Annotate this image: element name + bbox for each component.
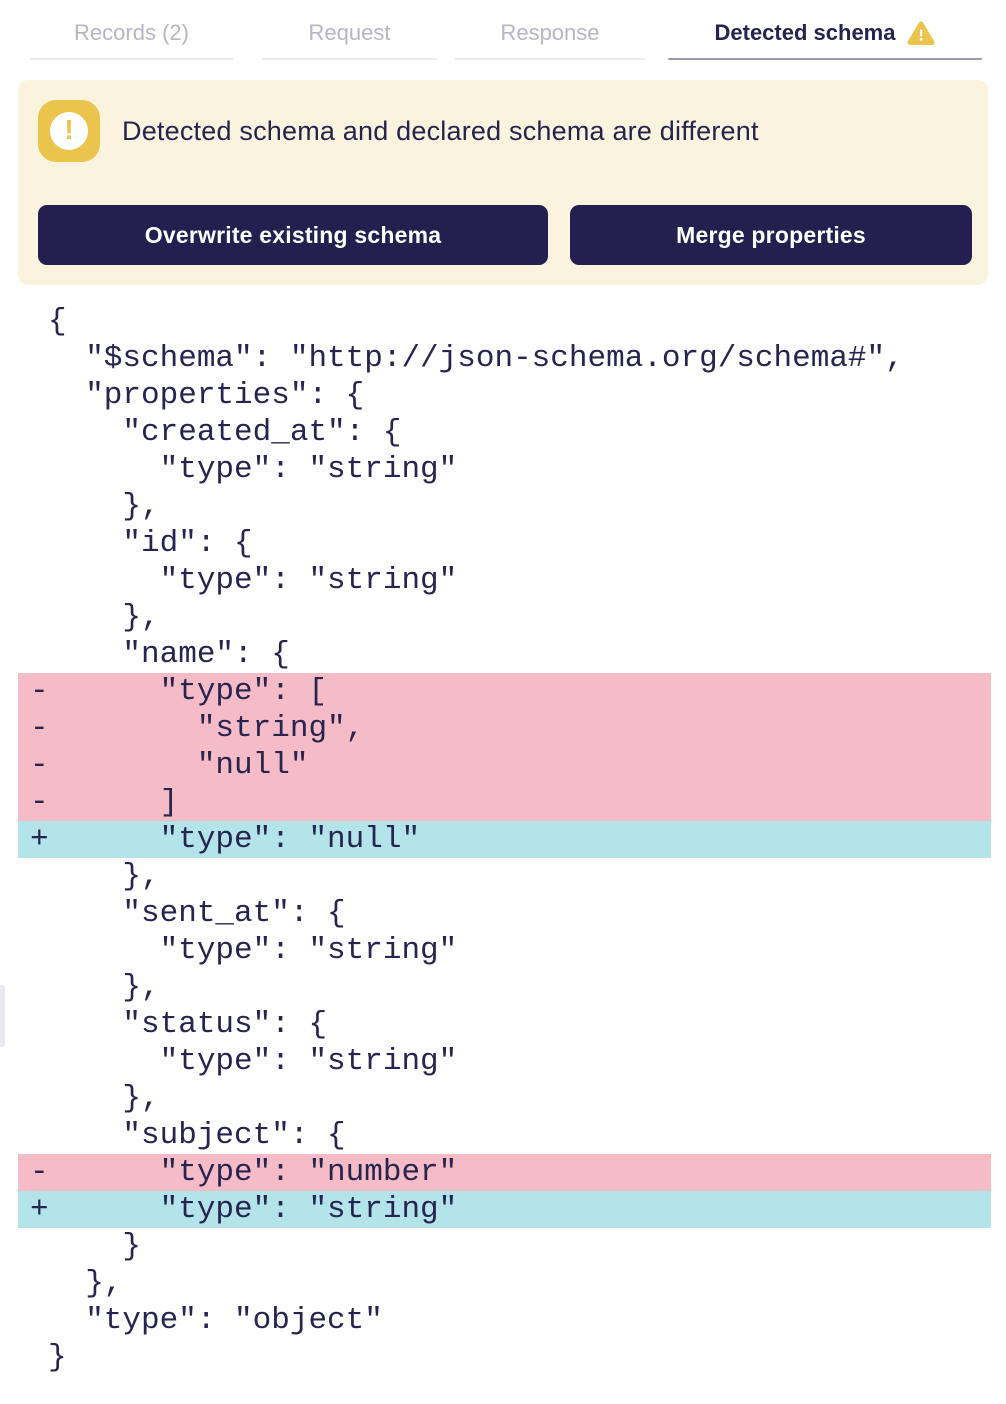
code-line: [18, 599, 991, 636]
code-text: "type": "number": [48, 1155, 458, 1190]
code-line: [18, 451, 991, 488]
tab-response-label: Response: [500, 20, 600, 45]
alert-exclamation-glyph: !: [64, 114, 74, 145]
code-line: [18, 488, 991, 525]
code-text: "type": [: [48, 674, 328, 709]
code-line: [18, 525, 991, 562]
code-text: },: [48, 859, 160, 894]
scrollbar-thumb[interactable]: [0, 985, 5, 1047]
code-text: },: [48, 1266, 123, 1301]
code-text: "name": {: [48, 637, 290, 672]
schema-mismatch-banner: [18, 80, 988, 285]
tab-request[interactable]: [262, 0, 437, 60]
code-text: "sent_at": {: [48, 896, 346, 931]
tab-response[interactable]: [455, 0, 645, 60]
code-line: [18, 1043, 991, 1080]
code-text: "id": {: [48, 526, 253, 561]
code-text: "properties": {: [48, 378, 365, 413]
schema-diff-code: [18, 303, 991, 1376]
diff-marker: -: [30, 711, 49, 746]
code-line: [18, 673, 991, 710]
code-text: }: [48, 1229, 142, 1264]
code-text: }: [48, 1340, 67, 1375]
code-line: [18, 932, 991, 969]
code-text: "status": {: [48, 1007, 328, 1042]
code-line: [18, 1154, 991, 1191]
code-line: [18, 895, 991, 932]
diff-marker: +: [30, 1192, 49, 1227]
code-text: },: [48, 970, 160, 1005]
warning-triangle-icon: [907, 20, 935, 46]
tab-bar: [0, 0, 1006, 60]
code-line: [18, 969, 991, 1006]
code-text: "type": "null": [48, 822, 421, 857]
diff-marker: -: [30, 1155, 49, 1190]
diff-marker: +: [30, 822, 49, 857]
tab-records-label: Records (2): [74, 20, 189, 45]
code-line: [18, 1117, 991, 1154]
code-text: "null": [48, 748, 309, 783]
banner-message: Detected schema and declared schema are different: [122, 115, 759, 146]
tab-request-label: Request: [308, 20, 391, 45]
code-line: [18, 377, 991, 414]
tab-records-underline: [30, 58, 233, 60]
code-text: "type": "string": [48, 563, 458, 598]
diff-marker: -: [30, 748, 49, 783]
code-text: "type": "string": [48, 933, 458, 968]
code-text: "subject": {: [48, 1118, 346, 1153]
code-text: "created_at": {: [48, 415, 402, 450]
merge-properties-button[interactable]: Merge properties: [570, 205, 972, 265]
code-text: ]: [48, 785, 179, 820]
tab-detected-schema-label: Detected schema: [714, 20, 896, 45]
code-text: },: [48, 1081, 160, 1116]
tab-detected-schema-underline: [668, 58, 982, 60]
code-line: [18, 1006, 991, 1043]
code-text: "type": "string": [48, 1192, 458, 1227]
overwrite-schema-button[interactable]: Overwrite existing schema: [38, 205, 548, 265]
code-text: "$schema": "http://json-schema.org/schema#",: [48, 341, 904, 376]
code-line: [18, 1265, 991, 1302]
code-text: "type": "string": [48, 1044, 458, 1079]
alert-icon: [38, 100, 100, 162]
code-line: [18, 1302, 991, 1339]
code-text: },: [48, 489, 160, 524]
code-line: [18, 340, 991, 377]
code-line: [18, 1191, 991, 1228]
code-text: "string",: [48, 711, 365, 746]
code-line: [18, 636, 991, 673]
alert-icon-circle: [50, 112, 88, 150]
tab-request-underline: [262, 58, 437, 60]
code-line: [18, 1228, 991, 1265]
code-text: {: [48, 304, 67, 339]
code-text: },: [48, 600, 160, 635]
tab-detected-schema[interactable]: [668, 0, 982, 60]
tab-response-underline: [455, 58, 645, 60]
code-line: [18, 858, 991, 895]
code-line: [18, 562, 991, 599]
code-text: "type": "object": [48, 1303, 383, 1338]
code-line: [18, 710, 991, 747]
code-line: [18, 1339, 991, 1376]
code-line: [18, 1080, 991, 1117]
diff-marker: -: [30, 674, 49, 709]
code-line: [18, 303, 991, 340]
diff-marker: -: [30, 785, 49, 820]
code-line: [18, 784, 991, 821]
code-line: [18, 414, 991, 451]
code-line: [18, 821, 991, 858]
tab-records[interactable]: [30, 0, 233, 60]
code-line: [18, 747, 991, 784]
code-text: "type": "string": [48, 452, 458, 487]
